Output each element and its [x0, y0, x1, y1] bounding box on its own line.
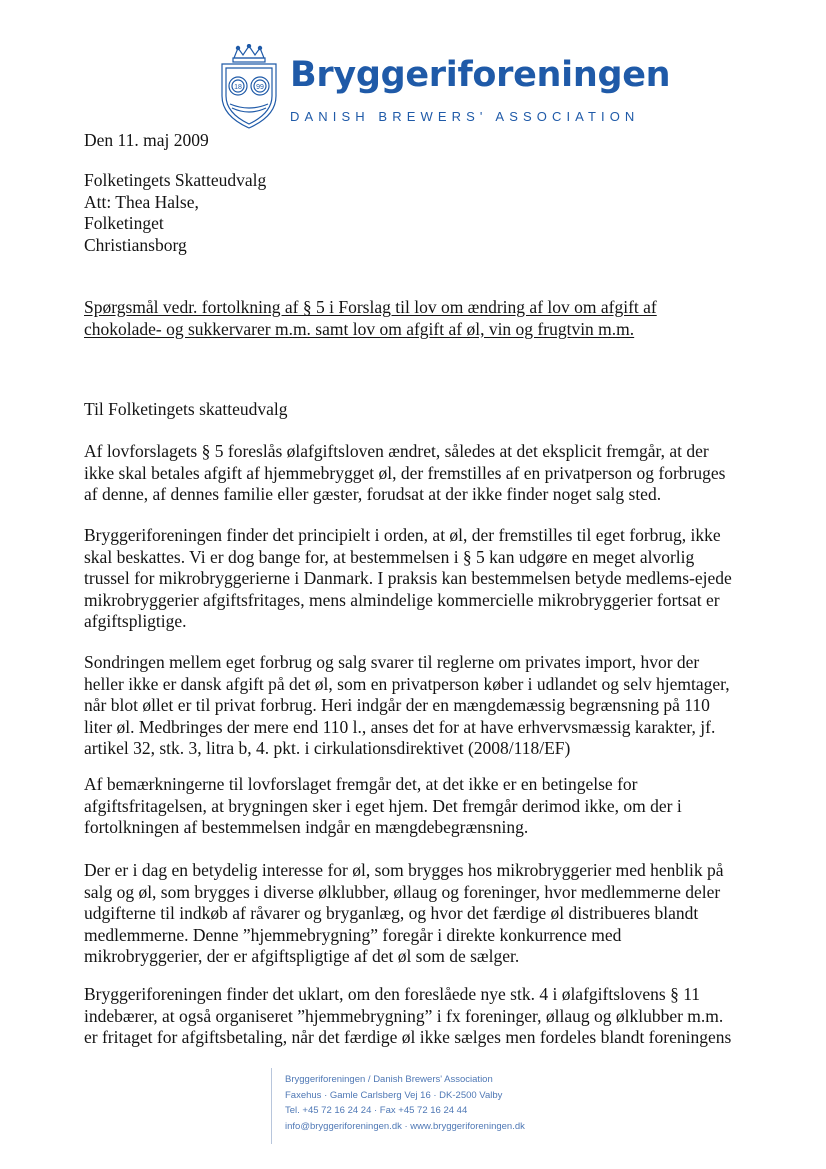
paragraph-line: medlemmerne. Denne ”hjemmebrygning” foregår i direkte konkurrence med	[84, 924, 622, 945]
recipient-line: Att: Thea Halse,	[84, 191, 199, 212]
paragraph-line: Af lovforslagets § 5 foreslås ølafgiftsloven ændret, således at det eksplicit fremgår, at der	[84, 441, 709, 461]
footer-line: Tel. +45 72 16 24 24 · Fax +45 72 16 24 44	[285, 1105, 468, 1116]
subject-line: Spørgsmål vedr. fortolkning af § 5 i Forslag til lov om ændring af lov om afgift af	[84, 297, 657, 317]
crest-right-year: 99	[256, 84, 264, 91]
paragraph-line: mikrobryggerier, der er afgiftspligtige af det øl som de sælger.	[84, 946, 520, 966]
subject-heading	[84, 297, 764, 340]
paragraph-line: salg og øl, som brygges i diverse ølklubber, øllaug og foreninger, hvor medlemmerne deler	[84, 881, 721, 902]
body-paragraph	[84, 774, 764, 839]
paragraph-line: fortolkningen af bestemmelsen indgår en mængdebegrænsning.	[84, 817, 529, 837]
body-paragraph	[84, 860, 764, 968]
paragraph-line: indebærer, at også organiseret ”hjemmebrygning” i fx foreninger, øllaug og ølklubber m.m.	[84, 1005, 724, 1026]
crest-left-year: 18	[234, 84, 242, 91]
paragraph-line: når blot øllet er til privat forbrug. Heri indgår der en mængdemæssig begrænsning på 110	[84, 695, 710, 715]
footer-line: Faxehus · Gamle Carlsberg Vej 16 · DK-2500 Valby	[285, 1089, 503, 1101]
subject-line: chokolade- og sukkervarer m.m. samt lov om afgift af øl, vin og frugtvin m.m.	[84, 318, 635, 339]
paragraph-line: udgifterne til indkøb af råvarer og bryganlæg, og hvor det færdige øl distribueres blandt	[84, 903, 699, 923]
brand-name: Bryggeriforeningen	[290, 55, 671, 95]
body-paragraph	[84, 984, 764, 1049]
crest-icon	[216, 44, 282, 130]
paragraph-line: Sondringen mellem eget forbrug og salg svarer til reglerne om privates import, hvor der	[84, 652, 700, 672]
paragraph-line: trussel for mikrobryggerierne i Danmark. I praksis kan bestemmelsen betyde medlems-ejede	[84, 568, 732, 588]
paragraph-line: artikel 32, stk. 3, litra b, 4. pkt. i cirkulationsdirektivet (2008/118/EF)	[84, 738, 571, 758]
footer-divider	[271, 1068, 272, 1144]
footer-line: Bryggeriforeningen / Danish Brewers' Association	[285, 1074, 493, 1085]
paragraph-line: Af bemærkningerne til lovforslaget fremgår det, at det ikke er en betingelse for	[84, 774, 638, 794]
brand-subtitle: DANISH BREWERS' ASSOCIATION	[290, 109, 640, 124]
paragraph-line: er fritaget for afgiftsbetaling, når det færdige øl ikke sælges men fordeles blandt foreningens	[84, 1027, 732, 1047]
paragraph-line: liter øl. Medbringes der mere end 110 l., anses det for at have erhvervsmæssig karakter, jf.	[84, 716, 716, 737]
paragraph-line: afgiftspligtige.	[84, 611, 187, 631]
paragraph-line: skal beskattes. Vi er dog bange for, at bestemmelsen i § 5 kan udgøre en meget alvorlig	[84, 546, 695, 567]
letter-date: Den 11. maj 2009	[84, 130, 209, 150]
paragraph-line: afgiftsfritagelsen, at brygningen sker i eget hjem. Det fremgår derimod ikke, om der i	[84, 795, 682, 816]
letterhead-footer	[285, 1072, 525, 1134]
paragraph-line: af denne, af dennes familie eller gæster, forudsat at der ikke finder noget salg sted.	[84, 484, 662, 504]
footer-line: info@bryggeriforeningen.dk · www.bryggeriforeningen.dk	[285, 1120, 525, 1132]
paragraph-line: ikke skal betales afgift af hjemmebrygget øl, der fremstilles af en privatperson og forbruges	[84, 462, 726, 483]
recipient-address	[84, 170, 764, 256]
paragraph-line: heller ikke er dansk afgift på det øl, som en privatperson køber i udlandet og selv hjemtager,	[84, 673, 730, 694]
greeting: Til Folketingets skatteudvalg	[84, 399, 288, 419]
recipient-line: Folketinget	[84, 213, 164, 233]
paragraph-line: Der er i dag en betydelig interesse for øl, som brygges hos mikrobryggerier med henblik på	[84, 860, 724, 880]
body-paragraph	[84, 525, 764, 633]
paragraph-line: mikrobryggerier afgiftsfritages, mens almindelige kommercielle mikrobryggerier fortsat er	[84, 589, 720, 610]
recipient-line: Folketingets Skatteudvalg	[84, 170, 267, 190]
body-paragraph	[84, 652, 764, 760]
recipient-line: Christiansborg	[84, 234, 187, 255]
body-paragraph	[84, 441, 764, 506]
paragraph-line: Bryggeriforeningen finder det principielt i orden, at øl, der fremstilles til eget forbrug, ikke	[84, 525, 721, 545]
paragraph-line: Bryggeriforeningen finder det uklart, om den foreslåede nye stk. 4 i ølafgiftslovens § 11	[84, 984, 701, 1004]
